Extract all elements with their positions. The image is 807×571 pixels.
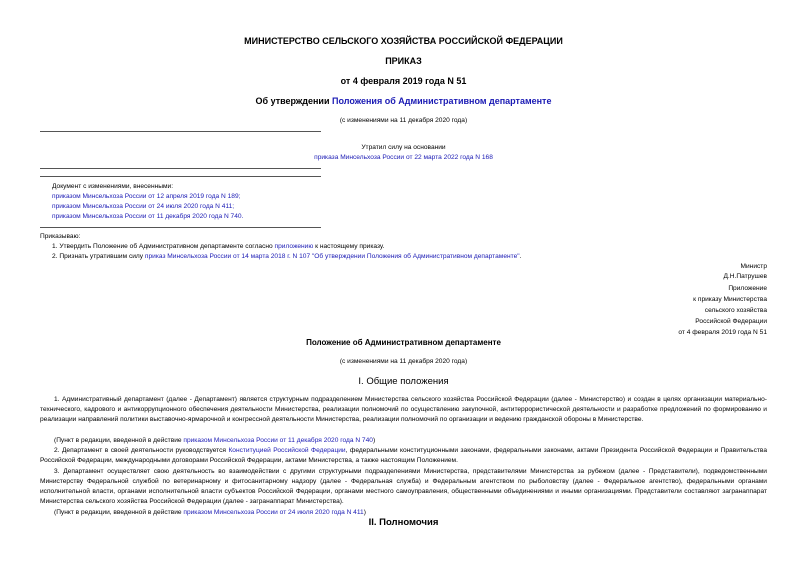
change-link[interactable]: приказом Минсельхоза России от 24 июля 2020 года N 411; (52, 203, 235, 210)
order-item-2-suffix: . (519, 253, 522, 260)
changes-link-line (52, 192, 240, 202)
divider (40, 176, 321, 177)
signature-title: Министр (740, 263, 767, 270)
appendix-line: к приказу Министерства (693, 296, 767, 303)
regulation-amended: (с изменениями на 11 декабря 2020 года) (339, 358, 468, 365)
signature-name: Д.Н.Патрушев (723, 273, 767, 280)
appendix-line: Приложение (728, 285, 767, 292)
changes-link-line (52, 202, 234, 212)
amendment-link[interactable]: приказом Минсельхоза России от 24 июля 2020 года N 411 (183, 509, 364, 516)
order-intro: Приказываю: (40, 233, 81, 240)
changes-link-line (52, 212, 243, 222)
order-subject (0, 96, 807, 107)
note-prefix: (Пункт в редакции, введенной в действие (54, 437, 184, 444)
change-link[interactable]: приказом Минсельхоза России от 11 декабря 2020 года N 740. (52, 213, 244, 220)
paragraph-1-note (54, 436, 375, 446)
divider (40, 227, 321, 228)
note-suffix: ) (372, 437, 376, 444)
divider (40, 168, 321, 169)
paragraph-3: 3. Департамент осуществляет свою деятельность во взаимодействии с другими структурными подразделениями Министерства, представителями Министерства за рубежом (далее - Представители), подведомственными Министерству Федеральной службой по ветеринарному и фитосанитарному надзору (далее - Федеральная служба) и Федеральным агентством по рыболовству (далее - Федеральное агентство), федеральными органами исполнительной власти, органами исполнительной власти субъектов Российской Федерации, органами местного самоуправления, общественными объединениями и иными организациями. Представители составляют загранаппарат Министерства сельского хозяйства Российской Федерации (далее - загранаппарат Министерства). (40, 468, 767, 505)
section-1-heading: I. Общие положения (358, 376, 449, 387)
section-2-heading: II. Полномочия (368, 517, 439, 528)
order-item-1-suffix: к настоящему приказу. (313, 243, 385, 250)
order-item-2-text: 2. Признать утратившим силу (52, 253, 145, 260)
lost-force-label: Утратил силу на основании (361, 144, 446, 151)
lost-force-link[interactable]: приказа Минсельхоза России от 22 марта 2022 года N 168 (314, 154, 493, 161)
order-item-2 (52, 252, 521, 262)
appendix-line: сельского хозяйства (704, 307, 767, 314)
lost-force-link-line (0, 153, 807, 163)
amendment-note: (с изменениями на 11 декабря 2020 года) (339, 117, 468, 124)
constitution-link[interactable]: Конституцией Российской Федерации (228, 447, 346, 454)
changes-intro: Документ с изменениями, внесенными: (52, 183, 174, 190)
appendix-line: Российской Федерации (695, 318, 767, 325)
paragraph-2-text: 2. Департамент в своей деятельности руководствуется (54, 447, 229, 454)
paragraph-1: 1. Административный департамент (далее - Департамент) является структурным подразделением Министерства сельского хозяйства Российской Федерации (далее - Министерство) и создан в целях организации материально-технического, кадрового и антикоррупционного обеспечения деятельности Министерства, реализации полномочий по осуществлению закупочной, антитеррористической деятельности и разработке предложений по формированию и реализации направлений политики выставочно-ярмарочной и конгрессной деятельности Министерства, реализации полномочий по организации и ведению гражданской обороны в Министерстве. (40, 396, 767, 423)
paragraph-2 (40, 446, 767, 466)
appendix-line: от 4 февраля 2019 года N 51 (678, 329, 767, 336)
amendment-link[interactable]: приказом Минсельхоза России от 11 декабря 2020 года N 740 (183, 437, 373, 444)
order-date-number: от 4 февраля 2019 года N 51 (340, 76, 467, 86)
repealed-order-link[interactable]: приказ Минсельхоза России от 14 марта 2018 г. N 107 "Об утверждении Положения об Административном департаменте" (144, 253, 520, 260)
regulation-link[interactable]: Положения об Административном департаменте (332, 96, 552, 106)
change-link[interactable]: приказом Минсельхоза России от 12 апреля 2019 года N 189; (52, 193, 241, 200)
divider (40, 131, 321, 132)
order-item-1-text: 1. Утвердить Положение об Административном департаменте согласно (52, 243, 275, 250)
ministry-title: МИНИСТЕРСТВО СЕЛЬСКОГО ХОЗЯЙСТВА РОССИЙСКОЙ ФЕДЕРАЦИИ (244, 36, 563, 46)
note-suffix: ) (363, 509, 366, 516)
regulation-title: Положение об Административном департаменте (306, 338, 501, 347)
paragraph-2-rest: , федеральными конституционными законами, федеральными законами, актами Президента Российской Федерации и Правительства Российской Федерации, международными договорами Российской Федерации, актами Министерства, а также настоящим Положением. (40, 447, 767, 464)
appendix-link[interactable]: приложению (274, 243, 314, 250)
order-item-1 (52, 242, 384, 252)
document-type: ПРИКАЗ (385, 56, 422, 66)
note-prefix: (Пункт в редакции, введенной в действие (54, 509, 184, 516)
order-subject-prefix: Об утверждении (255, 96, 332, 106)
